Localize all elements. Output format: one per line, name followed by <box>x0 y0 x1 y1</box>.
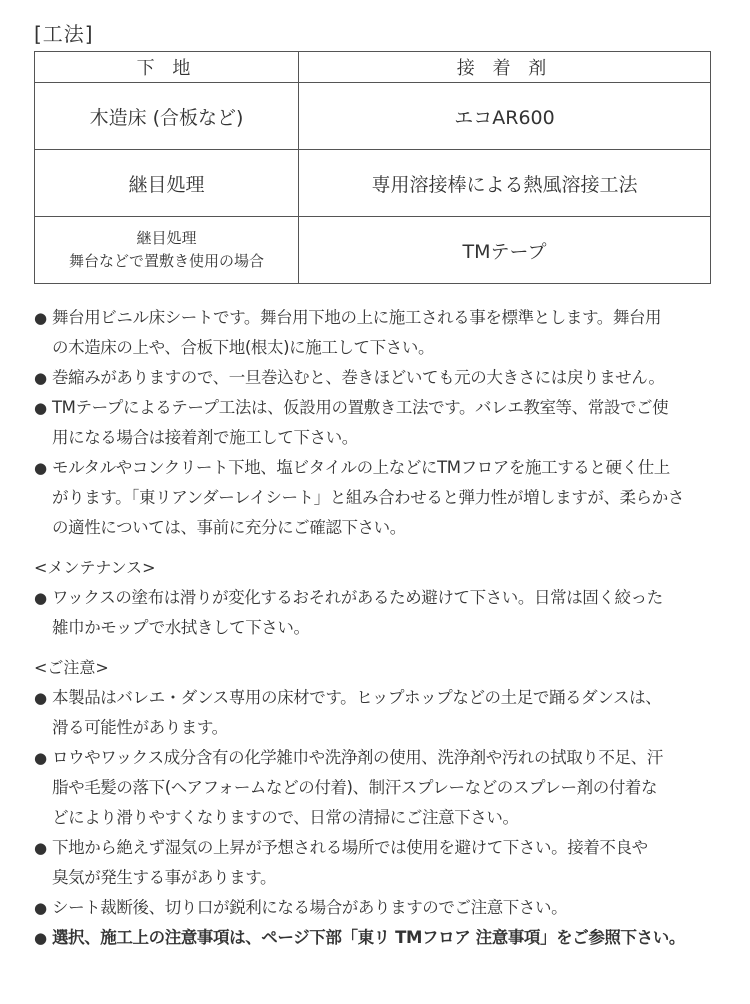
cell-substrate: 継目処理 舞台などで置敷き使用の場合 <box>35 217 299 284</box>
note-text: ワックスの塗布は滑りが変化するおそれがあるため避けて下さい。日常は固く絞った 雑巾かモップで水拭きして下さい。 <box>52 588 663 637</box>
bullet-icon: ● <box>34 589 48 607</box>
header-substrate: 下 地 <box>35 52 299 83</box>
bullet-icon: ● <box>34 369 48 387</box>
bullet-icon: ● <box>34 839 48 857</box>
note-item <box>34 363 724 393</box>
cell-substrate: 木造床 (合板など) <box>35 83 299 150</box>
section-title: [工法] <box>34 22 94 46</box>
note-text-bold: 選択、施工上の注意事項は、ページ下部「東リ TMフロア 注意事項」をご参照下さい。 <box>52 928 685 947</box>
bullet-icon: ● <box>34 689 48 707</box>
method-table <box>34 51 711 284</box>
note-item <box>34 303 724 363</box>
cell-adhesive: TMテープ <box>299 217 711 284</box>
note-text: 下地から絶えず湿気の上昇が予想される場所では使用を避けて下さい。接着不良や 臭気が発生する事があります。 <box>52 838 648 887</box>
bullet-icon: ● <box>34 309 48 327</box>
note-text: 巻縮みがありますので、一旦巻込むと、巻きほどいても元の大きさには戻りません。 <box>52 368 665 387</box>
note-item <box>34 743 724 833</box>
table-row <box>35 150 711 217</box>
bullet-icon: ● <box>34 399 48 417</box>
bullet-icon: ● <box>34 749 48 767</box>
bullet-icon: ● <box>34 899 48 917</box>
note-text: 本製品はバレエ・ダンス専用の床材です。ヒップホップなどの土足で踊るダンスは、 滑る可能性があります。 <box>52 688 662 737</box>
bullet-icon: ● <box>34 459 48 477</box>
note-text: TMテープによるテープ工法は、仮設用の置敷き工法です。バレエ教室等、常設でご使 用になる場合は接着剤で施工して下さい。 <box>52 398 669 447</box>
header-adhesive: 接 着 剤 <box>299 52 711 83</box>
caution-heading: <ご注意> <box>34 658 109 677</box>
table-row <box>35 217 711 284</box>
bullet-icon: ● <box>34 929 48 947</box>
note-item <box>34 453 724 543</box>
cell-adhesive: エコAR600 <box>299 83 711 150</box>
note-item <box>34 583 724 643</box>
note-item <box>34 833 724 893</box>
cell-adhesive: 専用溶接棒による熱風溶接工法 <box>299 150 711 217</box>
note-item <box>34 893 724 923</box>
note-item <box>34 683 724 743</box>
maintenance-heading: <メンテナンス> <box>34 558 156 577</box>
note-item-bold <box>34 923 724 953</box>
note-item <box>34 393 724 453</box>
table-header-row <box>35 52 711 83</box>
note-text: モルタルやコンクリート下地、塩ビタイルの上などにTMフロアを施工すると硬く仕上 がります。「東リアンダーレイシート」と組み合わせると弾力性が増しますが、柔らかさ の適性については、事前に充分にご確認下さい。 <box>52 458 684 537</box>
note-text: 舞台用ビニル床シートです。舞台用下地の上に施工される事を標準とします。舞台用 の木造床の上や、合板下地(根太)に施工して下さい。 <box>52 308 662 357</box>
notes <box>34 303 724 953</box>
cell-substrate: 継目処理 <box>35 150 299 217</box>
table-row <box>35 83 711 150</box>
note-text: シート裁断後、切り口が鋭利になる場合がありますのでご注意下さい。 <box>52 898 568 917</box>
note-text: ロウやワックス成分含有の化学雑巾や洗浄剤の使用、洗浄剤や汚れの拭取り不足、汗 脂や毛髪の落下(ヘアフォームなどの付着)、制汗スプレーなどのスプレー剤の付着な どにより滑りやすくなりますので、日常の清掃にご注意下さい。 <box>52 748 663 827</box>
